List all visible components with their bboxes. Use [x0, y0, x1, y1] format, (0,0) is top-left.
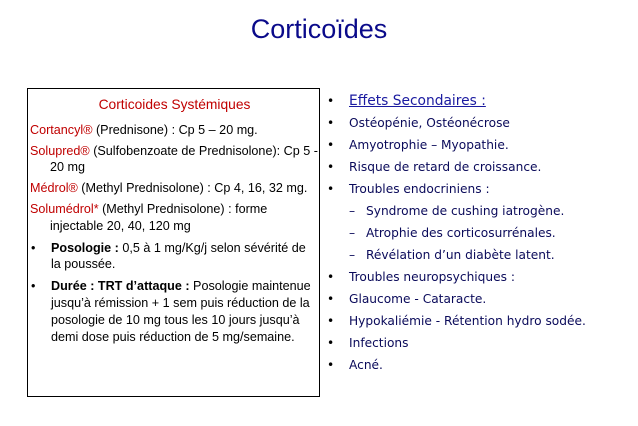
list-item — [327, 335, 627, 351]
drug-brand: Solupred® — [30, 143, 90, 158]
dosage-bullet — [30, 240, 319, 274]
bullet-icon: • — [327, 314, 335, 328]
list-item — [327, 313, 627, 329]
drug-details: (Methyl Prednisolone) : Cp 4, 16, 32 mg. — [77, 181, 308, 196]
drug-brand: Cortancyl® — [30, 122, 93, 137]
drug-entry-medrol — [30, 180, 319, 197]
duration-bullet — [30, 278, 319, 345]
list-item-text: Hypokaliémie - Rétention hydro sodée. — [349, 314, 586, 328]
page-title: Corticoïdes — [250, 14, 388, 44]
drug-details: (Methyl Prednisolone) : forme injectable 20, 40, 120 mg — [50, 201, 268, 233]
box-heading: Corticoides Systémiques — [98, 97, 251, 112]
sub-item — [349, 225, 627, 241]
bullet-icon: • — [327, 270, 335, 284]
sub-item-text: Révélation d’un diabète latent. — [366, 248, 555, 262]
list-item-text: Troubles neuropsychiques : — [349, 270, 515, 284]
list-item-text: Ostéopénie, Ostéonécrose — [349, 116, 510, 130]
drug-brand: Solumédrol* — [30, 201, 99, 216]
side-effects-heading: Effets Secondaires : — [349, 93, 486, 109]
bullet-icon: • — [327, 160, 335, 174]
sub-item — [349, 203, 627, 219]
drug-entry-solumedrol — [30, 201, 319, 235]
sub-item-text: Atrophie des corticosurrénales. — [366, 226, 556, 240]
drug-brand: Médrol® — [30, 181, 78, 196]
list-item — [327, 115, 627, 131]
dash-icon: – — [349, 248, 356, 262]
list-item-text: Infections — [349, 336, 409, 350]
drug-entry-cortancyl — [30, 122, 319, 139]
list-item — [327, 269, 627, 285]
drug-details: (Sulfobenzoate de Prednisolone): Cp 5 - 20 mg — [50, 143, 318, 175]
list-item-text: Acné. — [349, 358, 383, 372]
bullet-label: Durée : TRT d’attaque : — [51, 279, 190, 294]
bullet-label: Posologie : — [51, 240, 119, 255]
drug-details: (Prednisone) : Cp 5 – 20 mg. — [92, 122, 258, 137]
sub-item-text: Syndrome de cushing iatrogène. — [366, 204, 565, 218]
systemic-corticoids-box — [27, 88, 320, 397]
bullet-icon: • — [327, 336, 335, 350]
list-item-text: Glaucome - Cataracte. — [349, 292, 487, 306]
dash-icon: – — [349, 204, 356, 218]
bullet-icon: • — [327, 358, 335, 372]
list-item — [327, 291, 627, 307]
bullet-icon: • — [327, 138, 335, 152]
side-effects-list — [327, 93, 627, 379]
list-item-text: Troubles endocriniens : — [349, 182, 490, 196]
sub-item — [349, 247, 627, 263]
bullet-icon: • — [31, 240, 36, 255]
list-item-text: Risque de retard de croissance. — [349, 160, 542, 174]
bullet-icon: • — [31, 279, 36, 294]
dash-icon: – — [349, 226, 356, 240]
list-item — [327, 181, 627, 197]
list-item — [327, 93, 627, 109]
list-item-text: Amyotrophie – Myopathie. — [349, 138, 509, 152]
bullet-icon: • — [327, 182, 335, 196]
list-item — [327, 137, 627, 153]
bullet-text: Posologie maintenue jusqu’à rémission + 1 sem puis réduction de la posologie de 10 mg tous les 10 jours jusqu’à demi dose puis réduction de 5 mg/semaine. — [51, 279, 311, 344]
list-item — [327, 357, 627, 373]
bullet-icon: • — [327, 94, 335, 108]
bullet-text: 0,5 à 1 mg/Kg/j selon sévérité de la poussée. — [51, 240, 306, 272]
drug-entry-solupred — [30, 143, 319, 177]
bullet-icon: • — [327, 292, 335, 306]
bullet-icon: • — [327, 116, 335, 130]
list-item — [327, 159, 627, 175]
